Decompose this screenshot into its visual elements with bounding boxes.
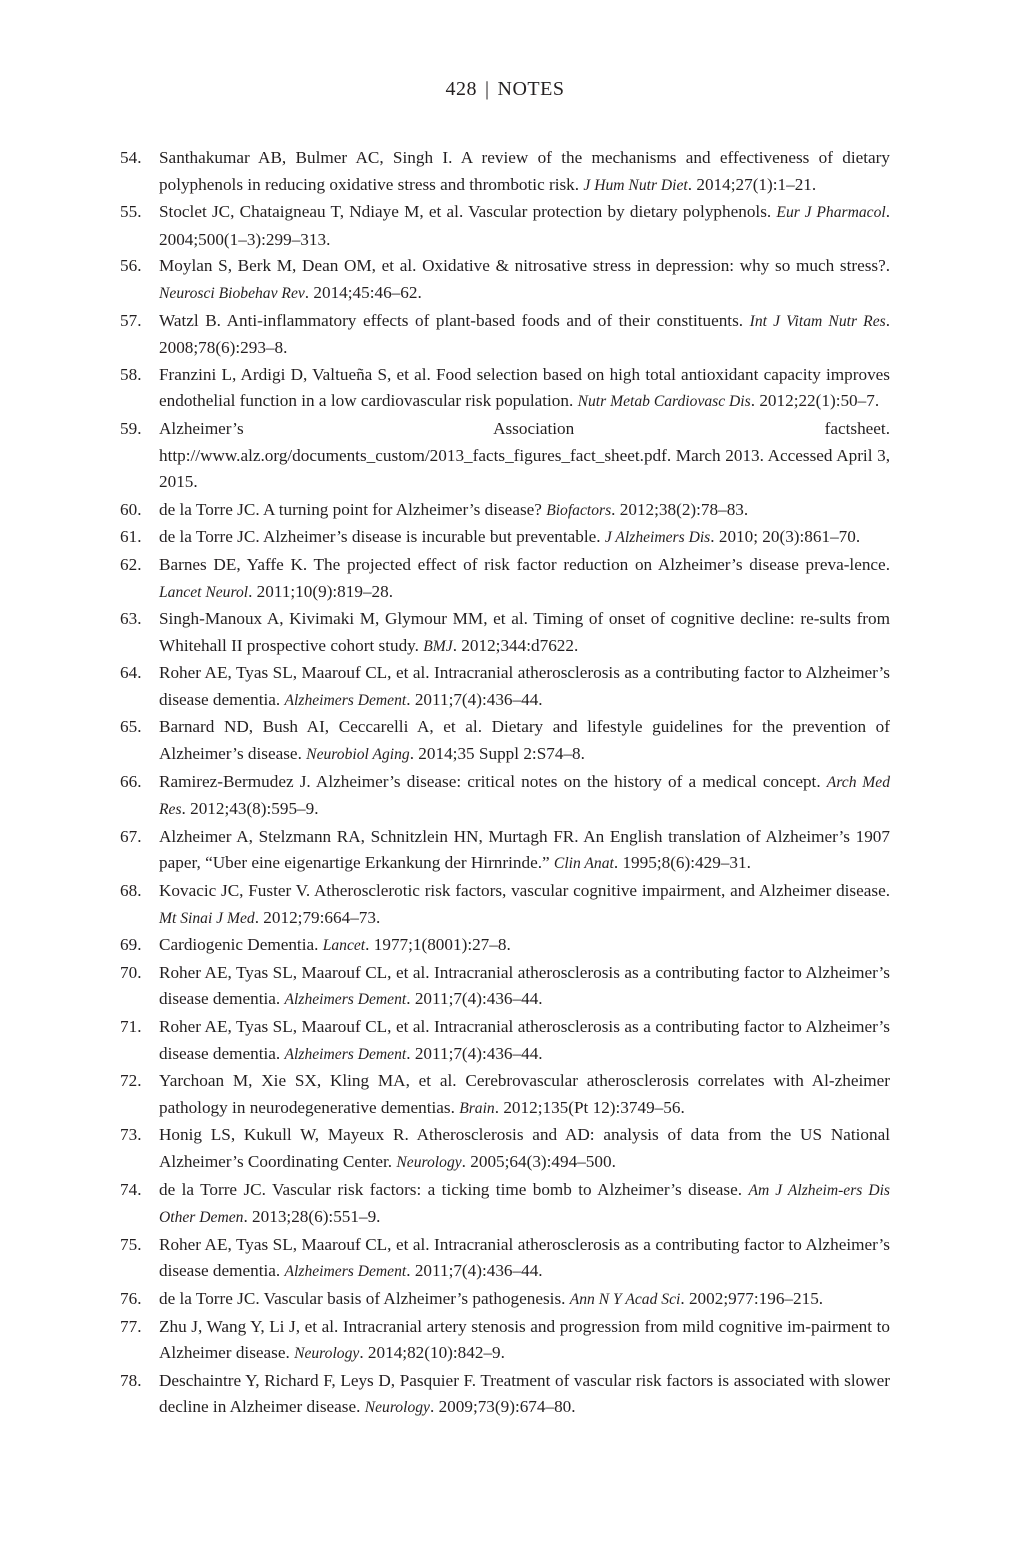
note-journal: Arch Med Res [159, 773, 891, 819]
note-item [120, 416, 890, 497]
note-citation: Yarchoan M, Xie SX, Kling MA, et al. Cerebrovascular atherosclerosis correlates with Al-zheimer pathology in neurodegenerative dementias. [159, 1071, 890, 1117]
note-citation: Alzheimer’s Association factsheet. http://www.alz.org/documents_custom/2013_facts_figures_fact_sheet.pdf. March 2013. Accessed April 3, 2015. [159, 418, 890, 492]
note-citation: Barnes DE, Yaffe K. The projected effect of risk factor reduction on Alzheimer’s disease preva-lence. [159, 554, 890, 574]
note-number: 54. [120, 148, 142, 167]
note-number: 60. [120, 499, 142, 519]
note-reference: . 2014;27(1):1–21. [687, 174, 817, 194]
note-journal: Alzheimers Dement [284, 1045, 407, 1063]
note-number: 59. [120, 418, 142, 438]
note-reference: . 2012;43(8):595–9. [181, 799, 319, 819]
note-number: 73. [120, 1125, 142, 1145]
note-journal: Lancet [322, 937, 366, 955]
notes-list [120, 145, 890, 1422]
note-citation: Barnard ND, Bush AI, Ceccarelli A, et al. Dietary and lifestyle guidelines for the prevention of Alzheimer’s disease. [159, 717, 890, 764]
note-item [120, 960, 890, 1014]
note-item [120, 714, 890, 768]
note-reference: . 2010; 20(3):861–70. [710, 527, 861, 547]
note-reference: . 2013;28(6):551–9. [243, 1207, 381, 1227]
note-journal: Am J Alzheim-ers Dis Other Demen [159, 1181, 890, 1227]
note-reference: . 2012;344:d7622. [452, 635, 579, 655]
note-number: 78. [120, 1370, 142, 1390]
note-citation: Kovacic JC, Fuster V. Atherosclerotic risk factors, vascular cognitive impairment, and Alzheimer disease. [159, 881, 890, 901]
note-number: 55. [120, 202, 142, 222]
note-item [120, 1122, 890, 1176]
note-journal: Nutr Metab Cardiovasc Dis [577, 393, 751, 411]
note-journal: BMJ [423, 637, 453, 655]
note-journal: Clin Anat [553, 855, 614, 873]
page-number: 428 [445, 78, 478, 100]
note-item [120, 1286, 890, 1314]
note-reference: . 2011;7(4):436–44. [406, 1261, 543, 1281]
note-reference: . 2011;7(4):436–44. [406, 689, 543, 709]
note-item [120, 660, 890, 714]
note-item [120, 1232, 890, 1286]
note-reference: . 2011;7(4):436–44. [406, 989, 543, 1009]
note-citation: de la Torre JC. Vascular risk factors: a ticking time bomb to Alzheimer’s disease. [159, 1179, 749, 1199]
note-item [120, 606, 890, 660]
note-reference: . 2005;64(3):494–500. [461, 1151, 616, 1171]
note-number: 56. [120, 256, 142, 276]
note-item [120, 824, 890, 878]
note-reference: . 2012;22(1):50–7. [750, 391, 880, 411]
note-citation: de la Torre JC. Alzheimer’s disease is incurable but preventable. [159, 527, 605, 547]
note-reference: . 2009;73(9):674–80. [429, 1397, 576, 1417]
note-item [120, 932, 890, 960]
note-citation: Singh-Manoux A, Kivimaki M, Glymour MM, et al. Timing of onset of cognitive decline: re-sults from Whitehall II prospective cohort study. [159, 609, 890, 655]
note-journal: Int J Vitam Nutr Res [749, 312, 886, 330]
note-journal: Mt Sinai J Med [159, 909, 255, 927]
note-citation: Franzini L, Ardigi D, Valtueña S, et al. Food selection based on high total antioxidant capacity improves endothelial function in a low cardiovascular risk population. [159, 364, 890, 411]
note-citation: Zhu J, Wang Y, Li J, et al. Intracranial artery stenosis and progression from mild cognitive im-pairment to Alzheimer disease. [159, 1316, 890, 1363]
note-citation: Santhakumar AB, Bulmer AC, Singh I. A review of the mechanisms and effectiveness of dietary polyphenols in reducing oxidative stress and thrombotic risk. [159, 148, 890, 194]
note-number: 66. [120, 771, 142, 791]
note-item [120, 1177, 890, 1232]
note-reference: . 2014;82(10):842–9. [359, 1343, 505, 1363]
note-citation: Roher AE, Tyas SL, Maarouf CL, et al. Intracranial atherosclerosis as a contributing factor to Alzheimer’s disease dementia. [159, 1017, 890, 1063]
note-citation: Honig LS, Kukull W, Mayeux R. Atherosclerosis and AD: analysis of data from the US National Alzheimer’s Coordinating Center. [159, 1125, 890, 1171]
note-number: 77. [120, 1316, 142, 1336]
note-journal: Lancet Neurol [159, 583, 249, 601]
note-number: 57. [120, 310, 142, 330]
note-journal: Neurology [364, 1399, 430, 1417]
note-number: 68. [120, 881, 142, 901]
header-separator: | [485, 78, 490, 100]
note-journal: Eur J Pharmacol [776, 204, 886, 222]
note-reference: . 2004;500(1–3):299–313. [159, 202, 890, 249]
note-reference: . 1977;1(8001):27–8. [365, 935, 511, 955]
note-citation: Cardiogenic Dementia. [159, 935, 323, 955]
note-number: 75. [120, 1234, 142, 1254]
note-item [120, 362, 890, 416]
note-number: 72. [120, 1071, 142, 1091]
note-reference: . 2014;45:46–62. [304, 282, 422, 302]
note-journal: J Alzheimers Dis [604, 529, 711, 547]
running-head [0, 78, 1010, 101]
section-title: NOTES [497, 78, 565, 100]
note-item [120, 253, 890, 307]
note-number: 76. [120, 1288, 142, 1308]
note-number: 58. [120, 364, 142, 384]
note-citation: Roher AE, Tyas SL, Maarouf CL, et al. Intracranial atherosclerosis as a contributing factor to Alzheimer’s disease dementia. [159, 962, 890, 1009]
note-number: 64. [120, 663, 142, 683]
note-citation: Roher AE, Tyas SL, Maarouf CL, et al. Intracranial atherosclerosis as a contributing factor to Alzheimer’s disease dementia. [159, 1234, 890, 1281]
note-reference: . 1995;8(6):429–31. [613, 853, 751, 873]
note-reference: . 2014;35 Suppl 2:S74–8. [409, 744, 585, 764]
note-number: 71. [120, 1017, 142, 1036]
note-journal: Alzheimers Dement [284, 1263, 407, 1281]
note-number: 62. [120, 554, 142, 574]
note-number: 61. [120, 527, 142, 547]
note-item [120, 1014, 890, 1068]
note-reference: . 2011;7(4):436–44. [406, 1043, 543, 1063]
note-citation: de la Torre JC. Vascular basis of Alzheimer’s pathogenesis. [159, 1288, 570, 1308]
note-journal: Ann N Y Acad Sci [569, 1290, 681, 1308]
note-number: 67. [120, 826, 142, 846]
note-reference: . 2002;977:196–215. [680, 1288, 824, 1308]
note-reference: . 2011;10(9):819–28. [248, 581, 394, 601]
note-number: 74. [120, 1179, 142, 1199]
note-item [120, 769, 890, 824]
note-item [120, 524, 890, 552]
note-item [120, 552, 890, 606]
note-reference: . 2012;79:664–73. [254, 907, 381, 927]
note-citation: Ramirez-Bermudez J. Alzheimer’s disease: critical notes on the history of a medical concept. [159, 771, 827, 791]
note-citation: Moylan S, Berk M, Dean OM, et al. Oxidative & nitrosative stress in depression: why so much stress?. [159, 256, 890, 276]
note-citation: Deschaintre Y, Richard F, Leys D, Pasquier F. Treatment of vascular risk factors is associated with slower decline in Alzheimer disease. [159, 1370, 890, 1417]
note-item [120, 1368, 890, 1422]
note-number: 69. [120, 935, 142, 955]
note-journal: Alzheimers Dement [284, 691, 407, 709]
note-journal: Neurosci Biobehav Rev [159, 284, 305, 302]
note-item [120, 497, 890, 525]
note-reference: . 2008;78(6):293–8. [159, 310, 890, 358]
note-journal: Brain [459, 1099, 495, 1117]
note-number: 65. [120, 717, 142, 737]
note-journal: J Hum Nutr Diet [583, 176, 688, 194]
note-citation: Stoclet JC, Chataigneau T, Ndiaye M, et al. Vascular protection by dietary polyphenols. [159, 202, 777, 222]
note-journal: Neurobiol Aging [306, 746, 410, 764]
note-item [120, 878, 890, 932]
note-number: 70. [120, 962, 142, 982]
note-citation: Watzl B. Anti-inflammatory effects of plant-based foods and of their constituents. [159, 310, 750, 330]
note-citation: de la Torre JC. A turning point for Alzheimer’s disease? [159, 499, 547, 519]
note-journal: Neurology [294, 1345, 360, 1363]
note-reference: . 2012;135(Pt 12):3749–56. [494, 1097, 685, 1117]
note-citation: Roher AE, Tyas SL, Maarouf CL, et al. Intracranial atherosclerosis as a contributing factor to Alzheimer’s disease dementia. [159, 663, 890, 709]
note-journal: Biofactors [546, 501, 612, 519]
note-item [120, 308, 890, 362]
note-item [120, 145, 890, 199]
note-item [120, 199, 890, 253]
note-journal: Alzheimers Dement [284, 991, 407, 1009]
note-journal: Neurology [396, 1153, 462, 1171]
note-reference: . 2012;38(2):78–83. [611, 499, 749, 519]
note-item [120, 1314, 890, 1368]
note-item [120, 1068, 890, 1122]
note-citation: Alzheimer A, Stelzmann RA, Schnitzlein HN, Murtagh FR. An English translation of Alzheimer’s 1907 paper, “Uber eine eigenartige Erkankung der Hirnrinde.” [159, 826, 890, 873]
note-number: 63. [120, 609, 142, 629]
